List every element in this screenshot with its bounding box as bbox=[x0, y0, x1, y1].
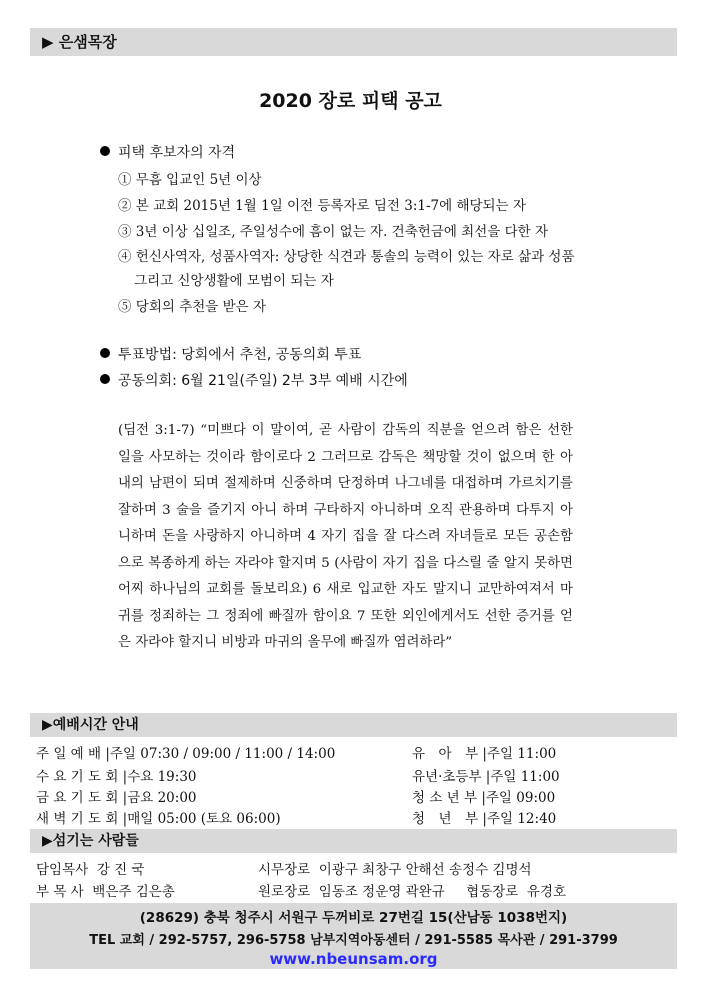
retired-elders-row: 원로장로 임동조 정운영 곽완규 협동장로 유경호 bbox=[258, 884, 567, 900]
service-row bbox=[412, 786, 555, 806]
scripture-verse: (딤전 3:1-7) “미쁘다 이 말이여, 곧 사람이 감독의 직분을 얻으려 함은 선한 일을 사모하는 것이라 함이로다 2 그러므로 감독은 책망할 것이 없으며 한 아내의 남편이 되며 절제하며 신중하며 단정하며 나그네를 대접하며 가르치기를 잘하며 3 술을 즐기지 아니 하며 구타하지 아니하며 오직 관용하며 다투지 아니하며 돈을 사랑하지 아니하며 4 자기 집을 잘 다스려 자녀들로 모든 공손함으로 복종하게 하는 자라야 할지며 5 (사람이 자기 집을 다스릴 줄 알지 못하면 어찌 하나님의 교회를 돌보리요) 6 새로 입교한 자도 말지니 교만하여져서 마귀를 정죄하는 그 정죄에 빠질까 함이요 7 또한 외인에게서도 선한 증거를 얻은 자라야 할지니 비방과 마귀의 올무에 빠질까 염려하라” bbox=[118, 423, 573, 650]
service-name: 새 벽 기 도 회 bbox=[36, 811, 119, 827]
service-name: 청 소 년 부 bbox=[412, 790, 478, 806]
service-name: 수 요 기 도 회 bbox=[36, 769, 119, 785]
section-header-label: ▶ 은샘목장 bbox=[42, 33, 117, 51]
service-time: |주일 11:00 bbox=[482, 746, 557, 762]
qualification-item: ① 무흠 입교인 5년 이상 bbox=[118, 172, 262, 188]
services-heading: ▶예배시간 안내 bbox=[42, 717, 139, 733]
service-row bbox=[36, 786, 197, 806]
elders-row: 시무장로 이광구 최창구 안해선 송정수 김명석 bbox=[258, 862, 532, 878]
service-time: |주일 11:00 bbox=[485, 769, 560, 785]
service-name: 유년·초등부 bbox=[412, 769, 482, 785]
bullet-icon bbox=[100, 146, 110, 156]
bullet-icon bbox=[100, 348, 110, 358]
voting-method-text: 투표방법: 당회에서 추천, 공동의회 투표 bbox=[118, 347, 362, 363]
section-header-bar bbox=[30, 28, 677, 56]
service-name: 청 년 부 bbox=[412, 811, 479, 827]
bullet-icon bbox=[100, 374, 110, 384]
service-row bbox=[36, 742, 335, 762]
qualification-item: ② 본 교회 2015년 1월 1일 이전 등록자로 딤전 3:1-7에 해당되는 자 bbox=[118, 198, 526, 214]
page-title: 2020 장로 피택 공고 bbox=[259, 90, 442, 112]
voting-method bbox=[100, 344, 361, 364]
service-row bbox=[412, 807, 556, 827]
service-time: |주일 07:30 / 09:00 / 11:00 / 14:00 bbox=[105, 746, 336, 762]
service-time: |주일 09:00 bbox=[481, 790, 556, 806]
pastor-row: 담임목사 강 진 국 bbox=[36, 862, 145, 878]
service-time: |매일 05:00 (토요 06:00) bbox=[122, 811, 281, 827]
people-header-bar bbox=[30, 829, 677, 853]
service-row bbox=[36, 807, 281, 827]
qualification-item: ④ 헌신사역자, 성품사역자: 상당한 식견과 통솔의 능력이 있는 자로 삶과 성품 bbox=[118, 249, 575, 265]
associate-pastor-row: 부 목 사 백은주 김은총 bbox=[36, 884, 175, 900]
qualification-item: ⑤ 당회의 추천을 받은 자 bbox=[118, 299, 267, 315]
service-row bbox=[412, 742, 556, 762]
assembly-info bbox=[100, 370, 408, 390]
footer-website-link[interactable]: www.nbeunsam.org bbox=[269, 950, 438, 968]
services-header-bar bbox=[30, 713, 677, 737]
service-name: 주 일 예 배 bbox=[36, 746, 102, 762]
assembly-info-text: 공동의회: 6월 21일(주일) 2부 3부 예배 시간에 bbox=[118, 373, 408, 389]
qualification-item: ③ 3년 이상 십일조, 주일성수에 흠이 없는 자. 건축헌금에 최선을 다한 자 bbox=[118, 224, 548, 240]
qualifications-heading-text: 피택 후보자의 자격 bbox=[118, 145, 236, 161]
qualifications-heading bbox=[100, 142, 235, 162]
footer-phones: TEL 교회 / 292-5757, 296-5758 남부지역아동센터 / 291-5585 목사관 / 291-3799 bbox=[89, 933, 618, 948]
service-name: 유 아 부 bbox=[412, 746, 479, 762]
service-name: 금 요 기 도 회 bbox=[36, 790, 119, 806]
service-time: |금요 20:00 bbox=[122, 790, 197, 806]
service-row bbox=[36, 765, 197, 785]
footer bbox=[30, 903, 677, 969]
footer-address: (28629) 충북 청주시 서원구 두꺼비로 27번길 15(산남동 1038번지) bbox=[139, 910, 568, 926]
qualification-item-continued: 그리고 신앙생활에 모범이 되는 자 bbox=[134, 273, 334, 289]
service-time: |주일 12:40 bbox=[482, 811, 557, 827]
people-heading: ▶섬기는 사람들 bbox=[42, 833, 139, 849]
service-row bbox=[412, 765, 560, 785]
service-time: |수요 19:30 bbox=[122, 769, 197, 785]
